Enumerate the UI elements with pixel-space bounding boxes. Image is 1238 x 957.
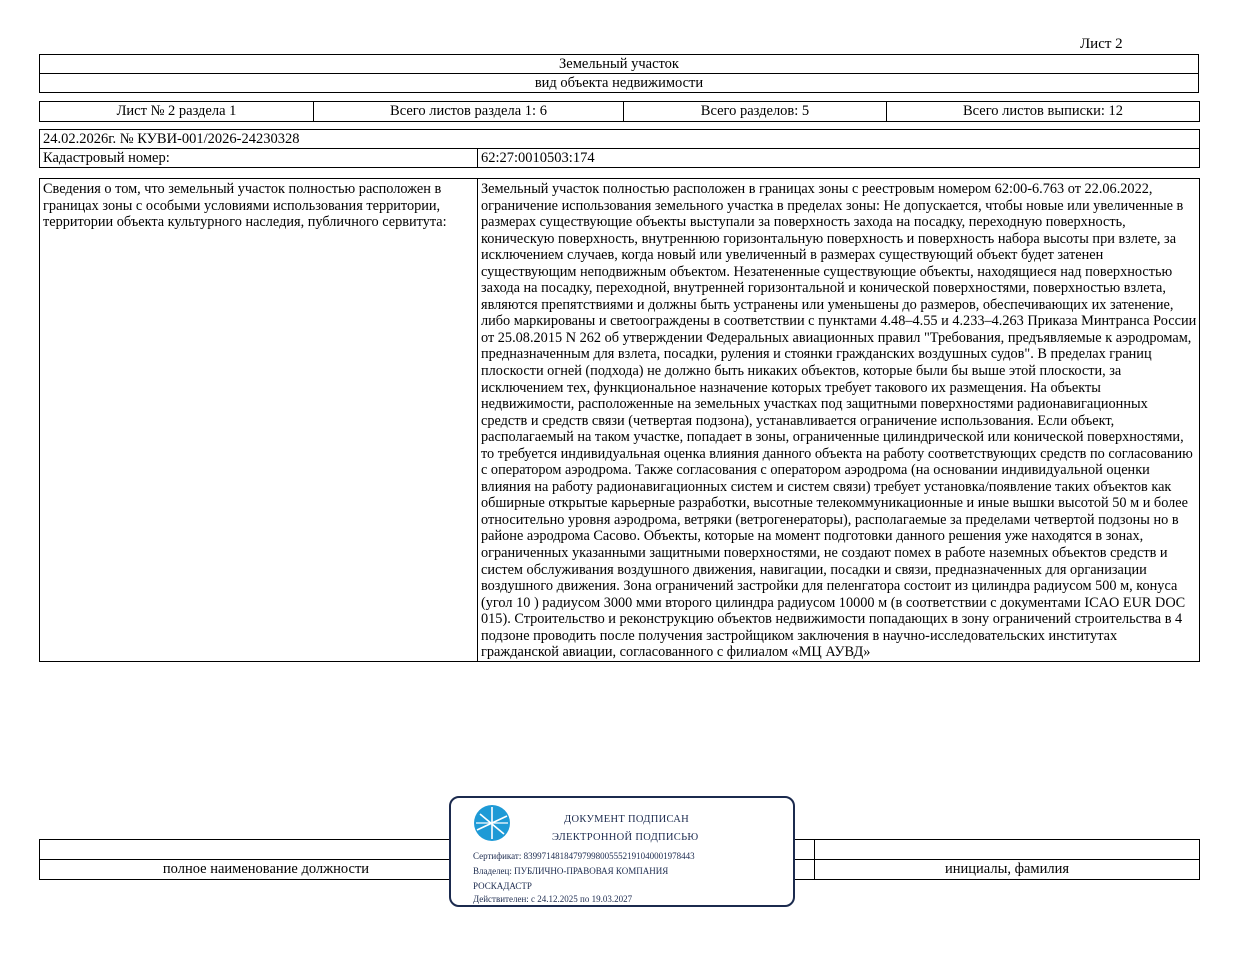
stamp-owner-line2: РОСКАДАСТР [473,881,532,891]
section-sheets-total: Всего листов раздела 1: 6 [314,102,624,122]
stamp-title-line1: ДОКУМЕНТ ПОДПИСАН [564,814,690,825]
restriction-zone-label: Сведения о том, что земельный участок полностью расположен в границах зоны с особыми условиями использования территории, территории объекта культурного наследия, публичного сервитута: [40,179,478,662]
stamp-certificate: Сертификат: 83997148184797998005552191040001978443 [473,851,695,861]
restriction-zone-table [39,178,1200,662]
document-id-table [39,129,1200,168]
name-caption: инициалы, фамилия [815,860,1200,880]
stamp-owner-line1: Владелец: ПУБЛИЧНО-ПРАВОВАЯ КОМПАНИЯ [473,866,669,876]
object-header-table [39,54,1199,93]
document-date-number: 24.02.2026г. № КУВИ-001/2026-24230328 [40,130,1200,149]
electronic-signature-stamp [449,796,795,907]
object-kind: вид объекта недвижимости [40,74,1199,93]
stamp-validity: Действителен: с 24.12.2025 по 19.03.2027 [473,894,633,904]
signature-name-blank [815,840,1200,860]
cadastral-number-value: 62:27:0010503:174 [478,149,1200,168]
extract-sheets-total: Всего листов выписки: 12 [887,102,1200,122]
restriction-zone-description: Земельный участок полностью расположен в границах зоны с реестровым номером 62:00-6.763 от 22.06.2022, ограничение использования земельного участка в пределах зоны: Не допускается, чтобы новые или увеличенные в размерах существующие объекты выступали за поверхность захода на посадку, переходную поверхность, коническую поверхность, внутреннюю горизонтальную поверхность и поверхность набора высоты при взлете, за исключением случаев, когда новый или увеличенный в размерах существующий объект будет затенен существующим неподвижным объектом. Незатененные существующие объекты, находящиеся над поверхностью захода на посадку, переходной, внутренней горизонтальной и конической поверхностями, поверхностью взлета, являются препятствиями и должны быть устранены или уменьшены до размеров, обеспечивающих их затенение, либо маркированы и светоограждены в соответствии с пунктами 4.48–4.55 и 4.233–4.263 Приказа Минтранса России от 25.08.2015 N 262 об утверждении Федеральных авиационных правил "Требования, предъявляемые к аэродромам, предназначенным для взлета, посадки, руления и стоянки гражданских воздушных судов". В пределах границ плоскости огней (подхода) не должно быть никаких объектов, которые были бы выше этой плоскости, за исключением тех, функциональное назначение которых требует такового их размещения. На объекты недвижимости, расположенные на земельных участках под защитными поверхностями радионавигационных средств и средств связи (четвертая подзона), устанавливается ограничение использования. Если объект, располагаемый на таком участке, попадает в зоны, ограниченные цилиндрической или конической поверхностями, то требуется индивидуальная оценка влияния данного объекта на работу соответствующих средств по согласованию с оператором аэродрома. Также согласования с оператором аэродрома (на основании индивидуальной оценки влияния на работу радионавигационных систем и систем связи) требует установка/появление таких объектов как обширные открытые карьерные разработки, высотные телекоммуникационные и иные вышки высотой 50 м и более относительно уровня аэродрома, ветряки (ветрогенераторы), располагаемые за пределами четвертой подзоны но в районе аэродрома Сасово. Объекты, которые на момент подготовки данного решения уже находятся в зонах, ограниченных указанными защитными поверхностями, не создают помех в работе наземных объектов средств и систем обслуживания воздушного движения, навигации, посадки и связи, предназначенных для организации воздушного движения. Зона ограничений застройки для пеленгатора состоит из цилиндра радиусом 500 м, конуса (угол 10 ) радиусом 3000 мми второго цилиндра радиусом 10000 м (в соответствии с документами ICAO EUR DOC 015). Строительство и реконструкцию объектов недвижимости попадающих в зону ограничений строительства в 4 подзоне проводить после получения застройщиком заключения в научно-исследовательских институтах гражданской авиации, согласованного с филиалом «МЦ АУВД» [478,179,1200,662]
section-sheet: Лист № 2 раздела 1 [40,102,314,122]
position-caption: полное наименование должности [40,860,493,880]
stamp-title-line2: ЭЛЕКТРОННОЙ ПОДПИСЬЮ [552,832,699,843]
object-name: Земельный участок [40,55,1199,74]
signature-position-blank [40,840,493,860]
sheet-number: Лист 2 [1080,36,1123,52]
cadastral-number-label: Кадастровый номер: [40,149,478,168]
sheets-info-table [39,101,1200,122]
rosreestr-logo-icon [473,804,511,842]
sections-total: Всего разделов: 5 [624,102,887,122]
